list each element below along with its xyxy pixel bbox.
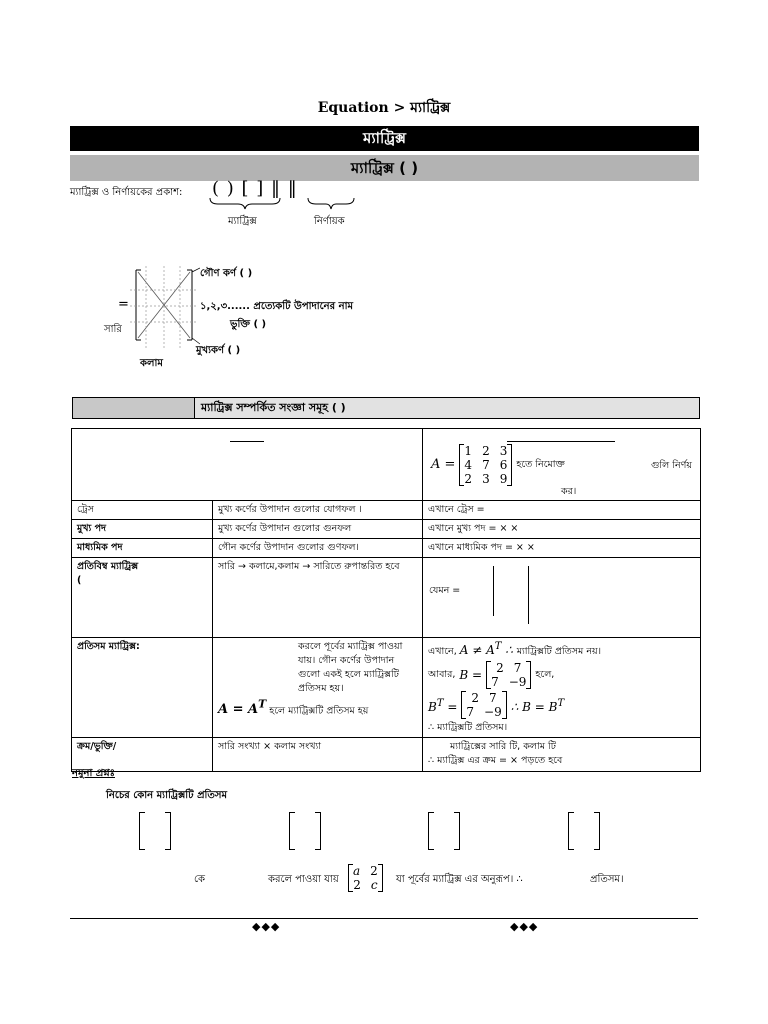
term-cell: ট্রেস (72, 501, 213, 520)
row-label: সারি (104, 324, 122, 335)
matrix-cell: 7 (489, 691, 497, 705)
inequality: $A \ne A^T$ ∴ (459, 641, 517, 657)
table-row (72, 738, 701, 772)
matrix-cell: 2 (496, 661, 504, 675)
table-row (72, 539, 701, 558)
matrix-cell: 2 (471, 691, 480, 705)
answer-text-c: যা পূর্বের ম্যাট্রিক্স এর অনুরূপ। ∴ (396, 874, 523, 885)
header-rule (507, 441, 615, 442)
matrix-cell: 7 (513, 661, 522, 675)
definition-text: হলে ম্যাট্রিক্সটি প্রতিসম হয় (269, 705, 369, 717)
matrix-cell: 2 (464, 472, 473, 486)
section-banner: ম্যাট্রিক্স ( ) (70, 155, 699, 181)
example-cell: এখানে মুখ্য পদ = × × (423, 520, 701, 539)
matrix-cell: 7 (482, 458, 490, 472)
answer-text-b: করলে পাওয়া যায় (268, 874, 339, 885)
definition-text: করলে পূর্বের ম্যাট্রিক্স পাওয়া যায়। গৌন কর্ণের উপাদান গুলো একই হলে ম্যাট্রিক্সটি প্রতিসম হয়। (298, 641, 403, 694)
sample-heading: নমুনা প্রশ্নঃ (72, 768, 115, 779)
table-row (72, 558, 701, 638)
example-intro: হতে নিমোক্ত (516, 459, 565, 470)
entry-label: ভুক্তি ( ) (230, 319, 267, 330)
matrix-cell: a (353, 864, 361, 878)
term-text: প্রতিবিম্ব ম্যাট্রিক্স (77, 561, 139, 572)
example-text: হলে, (535, 669, 555, 680)
example-cell: এখানে মাধ্যমিক পদ = × × (423, 539, 701, 558)
term-text: ( (77, 575, 82, 586)
answer-text-d: প্রতিসম। (590, 874, 624, 885)
symmetric-equation: $A = A^T$ (218, 698, 267, 718)
matrix-cell: 3 (499, 444, 508, 458)
det-bar (493, 566, 494, 616)
matrix-BT-name: $B^T$ = (428, 697, 458, 714)
example-cell: এখানে, $A \ne A^T$ ∴ ম্যাট্রিক্সটি প্রতিসম নয়। আবার, B = 2 7 7 −9 হলে, $B^T$ = 2 7 7 −9 ∴ $B = B^T$ ∴ ম্যাট্রিক্সটি প্রতিসম। (423, 638, 701, 738)
bracket-symbols: ( ) [ ] ‖ ‖ (212, 178, 298, 199)
sample-question: নিচের কোন ম্যাট্রিক্সটি প্রতিসম (106, 790, 228, 801)
example-text: আবার, (428, 669, 456, 680)
option-matrix-c (428, 812, 460, 850)
option-matrix-b (289, 812, 321, 850)
heading-gray-cell (73, 398, 195, 418)
chapter-banner: ম্যাট্রিক্স (70, 126, 699, 151)
conclusion-equation: ∴ $B = B^T$ (510, 697, 565, 714)
definitions-heading (72, 397, 700, 419)
term-cell: প্রতিসম ম্যাট্রিক্স: (72, 638, 213, 738)
table-row (72, 429, 701, 501)
matrix-anatomy-diagram (120, 262, 200, 358)
definition-cell: সারি → কলামে,কলাম → সারিতে রুপান্তরিত হবে (213, 558, 423, 638)
matrix-cell: 7 (466, 705, 475, 719)
definition-cell: সারি সংখ্যা × কলাম সংখ্যা (213, 738, 423, 772)
determinant-caption: নির্ণায়ক (314, 216, 345, 227)
table-header-cell (72, 429, 423, 501)
matrix-B-name: B = (459, 668, 483, 682)
matrix-cell: 2 (482, 444, 490, 458)
example-cell: এখানে ট্রেস = (423, 501, 701, 520)
example-text: যেমন = (429, 585, 461, 596)
matrix-cell: −9 (484, 705, 502, 719)
example-header-cell (423, 429, 701, 501)
matrix-cell: c (370, 878, 378, 892)
example-text: ম্যাট্রিক্সটি প্রতিসম নয়। (516, 646, 602, 657)
heading-title: ম্যাট্রিক্স সম্পর্কিত সংজ্ঞা সমূহ ( ) (195, 398, 699, 418)
expression-braces (208, 196, 358, 210)
example-cell: ম্যাট্রিক্সের সারি টি, কলাম টি ∴ ম্যাট্রিক্স এর ক্রম = × পড়তে হবে (423, 738, 701, 772)
example-tail: গুলি নির্ণয় (651, 460, 692, 471)
term-cell (72, 558, 213, 638)
column-label: কলাম (140, 358, 163, 369)
matrix-cell: 4 (464, 458, 473, 472)
matrix-cell: 7 (491, 675, 499, 689)
term-cell: মুখ্য পদ (72, 520, 213, 539)
main-diagonal-label: মুখ্যকর্ণ ( ) (196, 345, 241, 356)
table-row (72, 638, 701, 738)
matrix-cell: 6 (499, 458, 508, 472)
option-matrix-a (139, 812, 171, 850)
table-row (72, 520, 701, 539)
equals-sign: = (118, 297, 129, 312)
matrix-cell: 9 (499, 472, 508, 486)
header-rule (230, 441, 264, 442)
definitions-table (71, 428, 701, 772)
matrix-caption: ম্যাট্রিক্স (228, 216, 257, 227)
answer-matrix (348, 864, 383, 892)
term-cell: ক্রম/ভুক্তি/ (72, 738, 213, 772)
example-text: ম্যাট্রিক্স এর ক্রম = × পড়তে হবে (437, 755, 563, 766)
page-title: Equation > ম্যাট্রিক্স (317, 100, 451, 116)
matrix-A-name: A = (431, 457, 456, 472)
term-cell: মাধ্যমিক পদ (72, 539, 213, 558)
det-bar (528, 566, 529, 624)
example-cell (423, 558, 701, 638)
example-do: কর। (561, 486, 577, 497)
example-text: ম্যাট্রিক্সটি প্রতিসম। (437, 722, 508, 733)
definition-cell: মুখ্য কর্ণের উপাদান গুলোর যোগফল । (213, 501, 423, 520)
expression-label: ম্যাট্রিক্স ও নির্ণায়কের প্রকাশ: (70, 187, 183, 198)
matrix-cell: 2 (370, 864, 378, 878)
matrix-cell: −9 (508, 675, 527, 689)
matrix-cell: 2 (353, 878, 361, 892)
matrix-A (459, 444, 512, 486)
secondary-diagonal-label: গৌণ কর্ণ ( ) (200, 268, 253, 279)
definition-cell (213, 638, 423, 738)
matrix-cell: 1 (464, 444, 473, 458)
matrix-BT (461, 691, 506, 719)
elements-note: ১,২,৩...... প্রত্যেকটি উপাদানের নাম (200, 301, 354, 312)
example-text: ম্যাট্রিক্সের সারি টি, কলাম টি (450, 741, 556, 752)
matrix-B (486, 661, 531, 689)
table-row (72, 501, 701, 520)
definition-cell: মুখ্য কর্ণের উপাদান গুলোর গুনফল (213, 520, 423, 539)
footer-mark-right: ◆◆◆ (510, 920, 539, 933)
matrix-cell: 3 (482, 472, 490, 486)
definition-cell: গৌন কর্ণের উপাদান গুলোর গুণফল। (213, 539, 423, 558)
footer-mark-left: ◆◆◆ (252, 920, 281, 933)
answer-text-a: কে (194, 874, 206, 885)
footer-rule (70, 918, 698, 919)
option-matrix-d (568, 812, 600, 850)
